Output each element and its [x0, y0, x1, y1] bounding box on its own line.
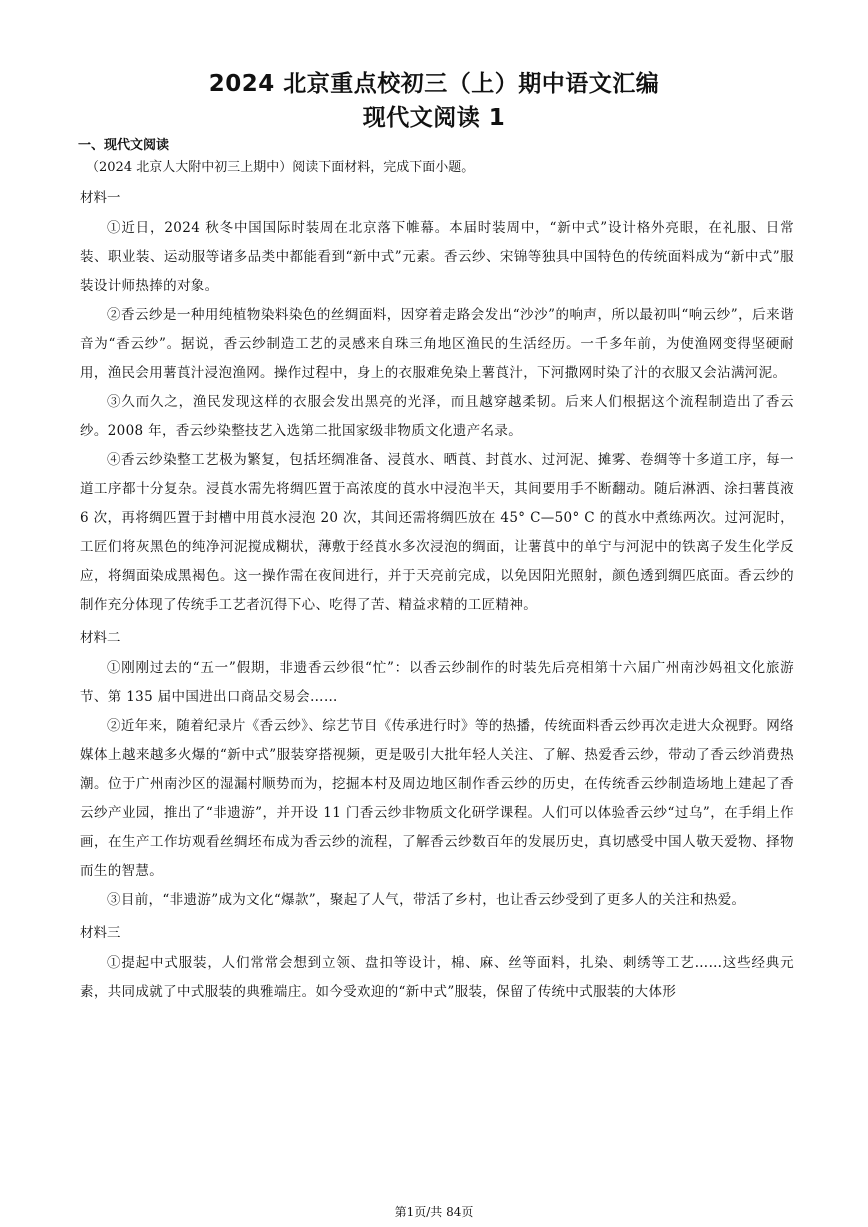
material-1-paragraph: ③久而久之，渔民发现这样的衣服会发出黑亮的光泽，而且越穿越柔韧。后来人们根据这个流程制造出了香云纱。2008 年，香云纱染整技艺入选第二批国家级非物质文化遗产名录。	[80, 394, 794, 439]
material-1-paragraph: ②香云纱是一种用纯植物染料染色的丝绸面料，因穿着走路会发出“沙沙”的响声，所以最初叫“响云纱”，后来谐音为“香云纱”。据说，香云纱制造工艺的灵感来自珠三角地区渔民的生活经历。一千多年前，为使渔网变得坚硬耐用，渔民会用薯莨汁浸泡渔网。操作过程中，身上的衣服难免染上薯莨汁，下河撒网时染了汁的衣服又会沾满河泥。	[80, 307, 794, 381]
page-number-footer: 第1页/共 84页	[394, 1205, 474, 1219]
document-subtitle: 现代文阅读 1	[362, 105, 506, 131]
material-2-paragraph: ①刚刚过去的“五一”假期，非遗香云纱很“忙”：以香云纱制作的时装先后亮相第十六届广州南沙妈祖文化旅游节、第 135 届中国进出口商品交易会……	[80, 660, 794, 705]
material-1-paragraph: ④香云纱染整工艺极为繁复，包括坯绸准备、浸莨水、晒莨、封莨水、过河泥、摊雾、卷绸等十多道工序，每一道工序都十分复杂。浸莨水需先将绸匹置于高浓度的莨水中浸泡半天，其间要用手不断翻动。随后淋洒、涂扫薯莨液 6 次，再将绸匹置于封槽中用莨水浸泡 20 次，其间还需将绸匹放在 45° C—50° C 的莨水中煮练两次。过河泥时，工匠们将灰黑色的纯净河泥搅成糊状，薄敷于经莨水多次浸泡的绸面，让薯莨中的单宁与河泥中的铁离子发生化学反应，将绸面染成黑褐色。这一操作需在夜间进行，并于天亮前完成，以免因阳光照射，颜色透到绸匹底面。香云纱的制作充分体现了传统手工艺者沉得下心、吃得了苦、精益求精的工匠精神。	[80, 452, 794, 613]
material-2-paragraph: ②近年来，随着纪录片《香云纱》、综艺节目《传承进行时》等的热播，传统面料香云纱再次走进大众视野。网络媒体上越来越多火爆的“新中式”服装穿搭视频，更是吸引大批年轻人关注、了解、热爱香云纱，带动了香云纱消费热潮。位于广州南沙区的湿漏村顺势而为，挖掘本村及周边地区制作香云纱的历史，在传统香云纱制造场地上建起了香云纱产业园，推出了“非遗游”，并开设 11 门香云纱非物质文化研学课程。人们可以体验香云纱“过乌”，在手绢上作画，在生产工作坊观看丝绸坯布成为香云纱的流程，了解香云纱数百年的发展历史，真切感受中国人敬天爱物、择物而生的智慧。	[80, 718, 794, 879]
material-3-label: 材料三	[80, 925, 121, 941]
document-body	[80, 136, 794, 1007]
material-3-paragraph: ①提起中式服装，人们常常会想到立领、盘扣等设计，棉、麻、丝等面料，扎染、刺绣等工艺……这些经典元素，共同成就了中式服装的典雅端庄。如今受欢迎的“新中式”服装，保留了传统中式服装的大体形	[80, 955, 794, 1000]
material-1-paragraph: ①近日，2024 秋冬中国国际时装周在北京落下帷幕。本届时装周中，“新中式”设计格外亮眼，在礼服、日常装、职业装、运动服等诸多品类中都能看到“新中式”元素。香云纱、宋锦等独具中国特色的传统面料成为“新中式”服装设计师热捧的对象。	[80, 220, 794, 294]
material-2-label: 材料二	[80, 630, 121, 646]
source-note: （2024 北京人大附中初三上期中）阅读下面材料，完成下面小题。	[86, 160, 475, 175]
material-2-paragraph: ③目前，“非遗游”成为文化“爆款”，聚起了人气，带活了乡村，也让香云纱受到了更多人的关注和热爱。	[107, 892, 746, 908]
section-heading: 一、现代文阅读	[78, 138, 170, 153]
material-1-label: 材料一	[80, 190, 121, 206]
document-title: 2024 北京重点校初三（上）期中语文汇编	[208, 71, 660, 97]
